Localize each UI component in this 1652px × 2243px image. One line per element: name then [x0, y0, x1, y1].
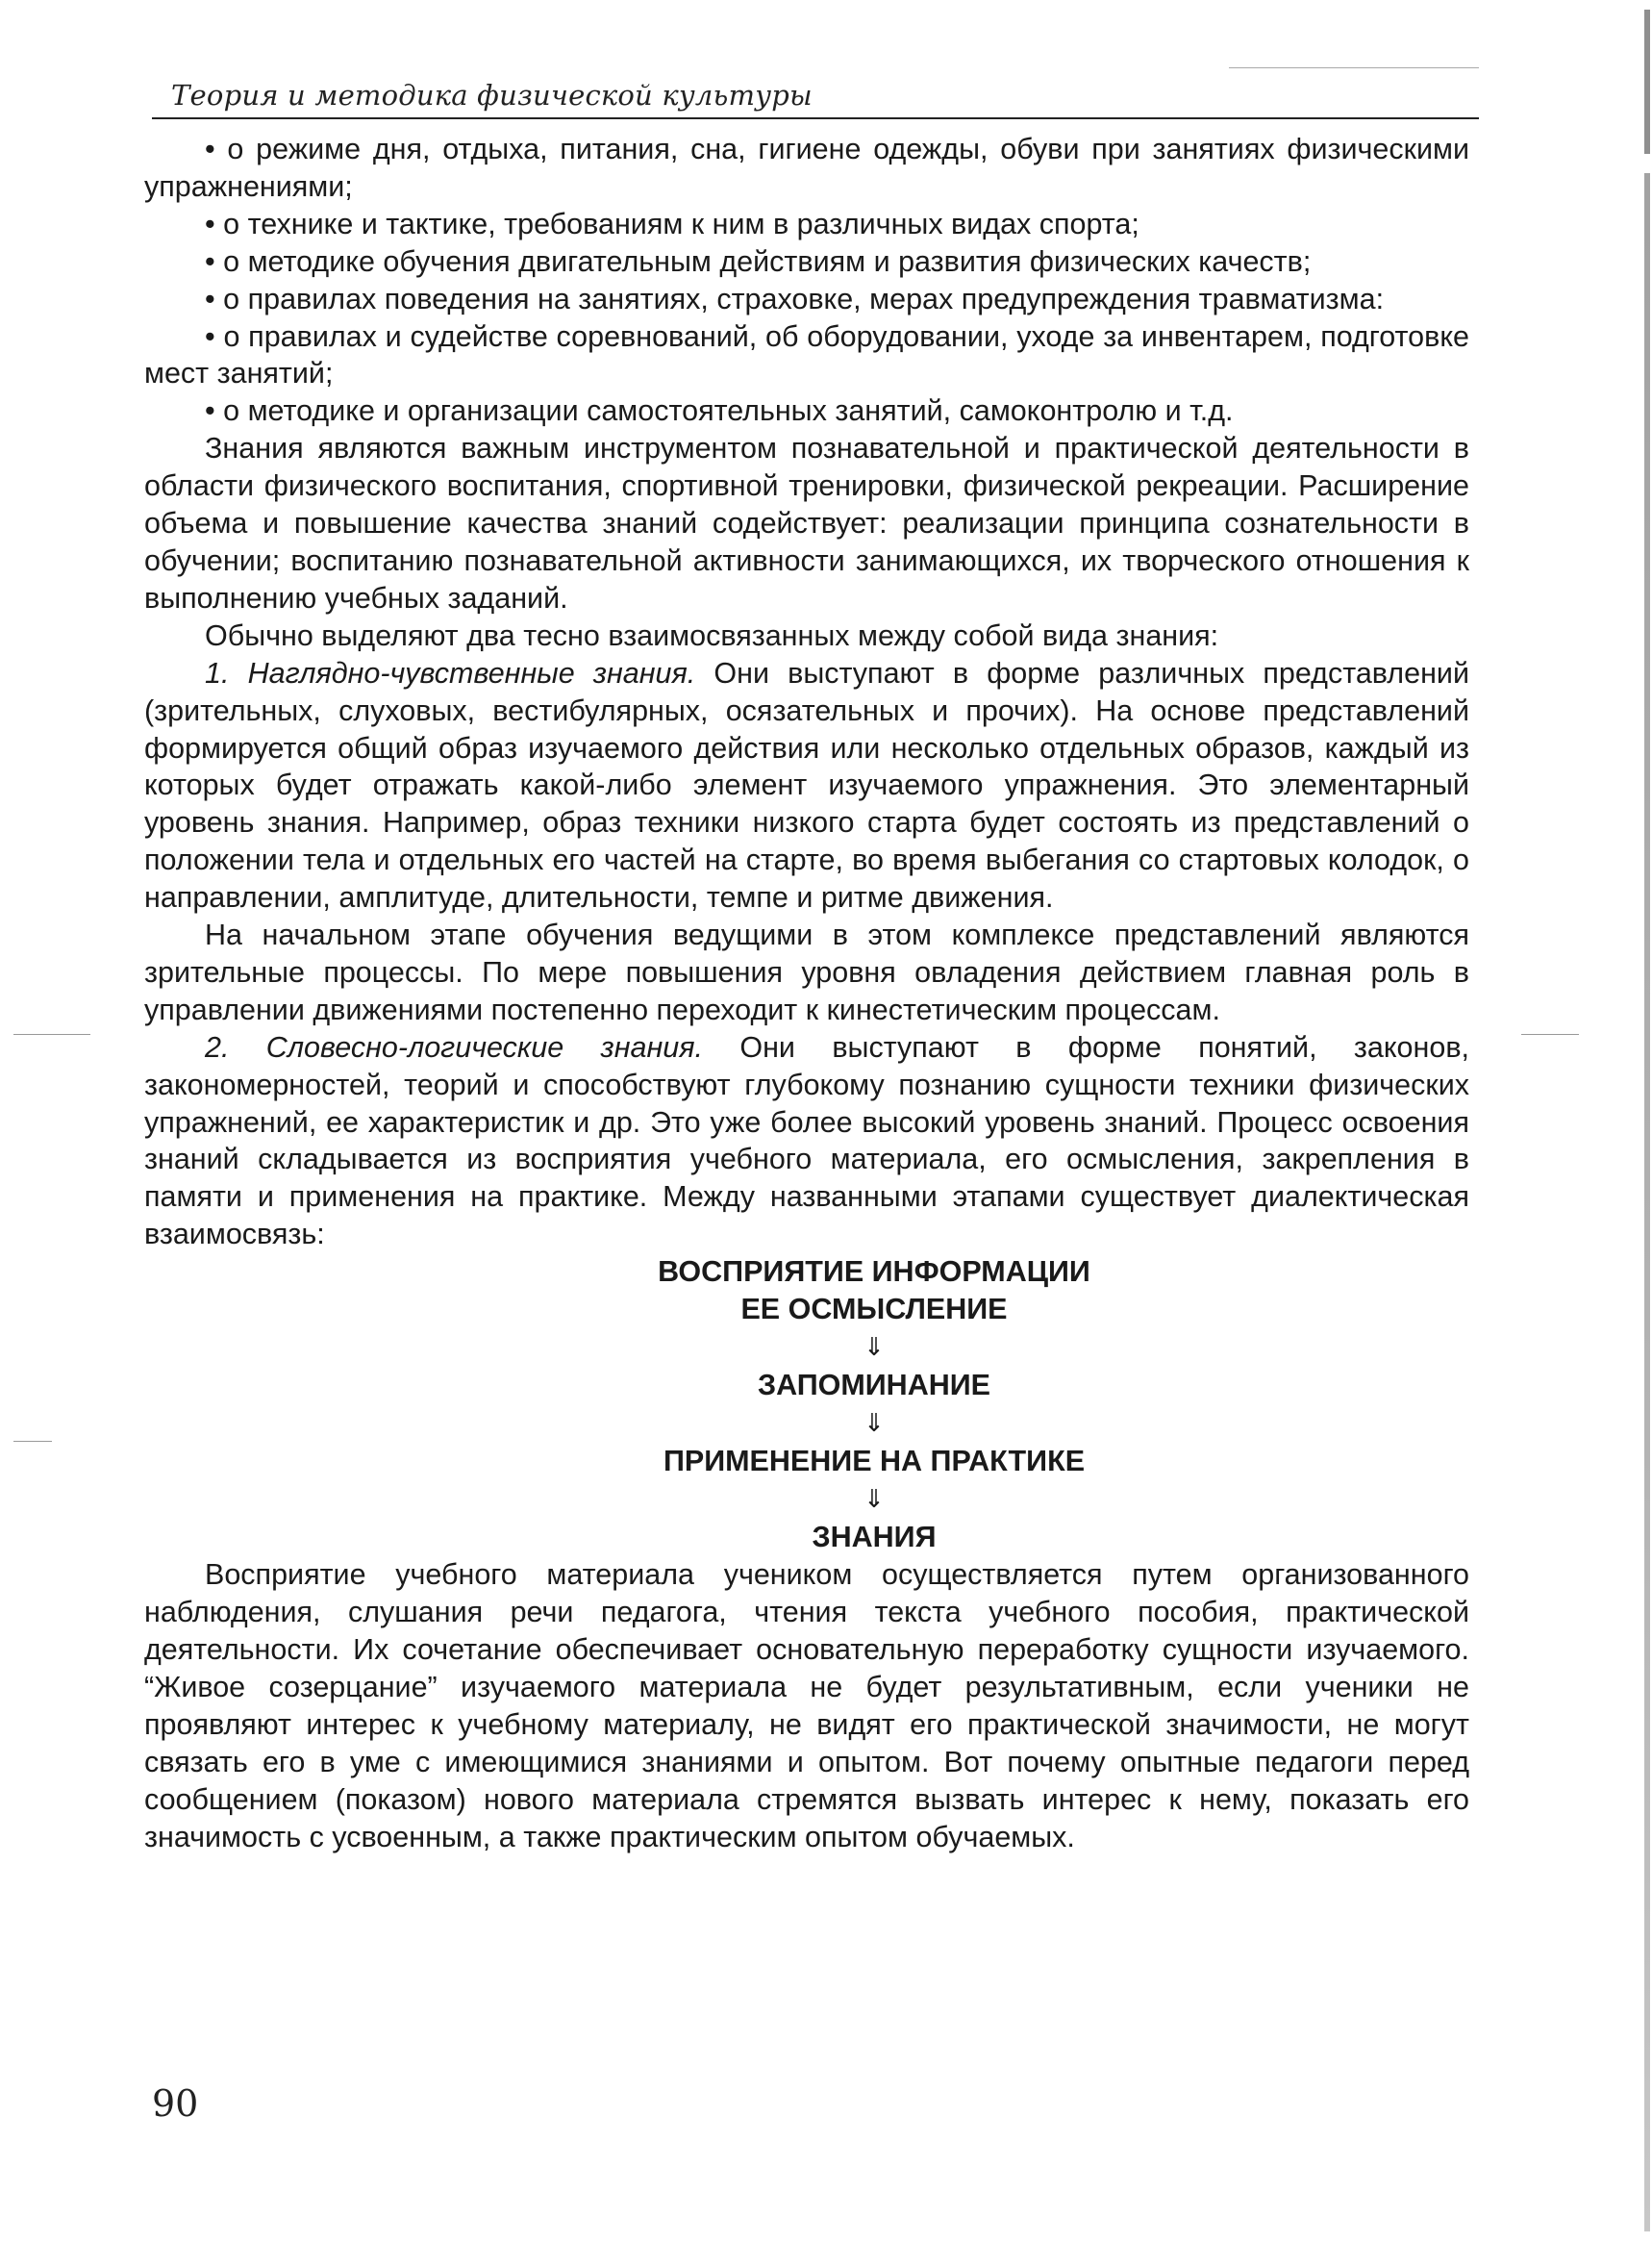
scan-edge	[1644, 10, 1650, 2231]
bullet-item: • о технике и тактике, требованиям к ним в различных видах спорта;	[205, 207, 1139, 240]
paragraph-two-kinds: Обычно выделяют два тесно взаимосвязанных между собой вида знания:	[205, 618, 1219, 652]
scan-mark	[13, 1034, 90, 1035]
paragraph-knowledge-role: Знания являются важным инструментом познавательной и практической деятельности в области физического воспитания, спортивной тренировки, физической рекреации. Расширение объема и повышение качества знаний содействует: реализации принципа сознательности в обучении; воспитанию познавательной активности занимающихся, их творческого отношения к выполнению учебных заданий.	[144, 432, 1469, 615]
visual-knowledge-heading: 1. Наглядно-чувственные знания.	[205, 656, 696, 690]
scheme-step-knowledge: ЗНАНИЯ	[812, 1521, 937, 1554]
knowledge-scheme	[279, 1253, 1469, 1556]
bullet-item: • о методике и организации самостоятельных занятий, самоконтролю и т.д.	[205, 394, 1234, 428]
scheme-step-application: ПРИМЕНЕНИЕ НА ПРАКТИКЕ	[663, 1445, 1086, 1478]
page-number: 90	[152, 2082, 199, 2125]
bullet-item: • о режиме дня, отдыха, питания, сна, гигиене одежды, обуви при занятиях физическими упражнениями;	[144, 133, 1469, 203]
header-scan-line	[1229, 67, 1479, 68]
paragraph-visual-knowledge	[144, 655, 1469, 917]
visual-knowledge-text: Они выступают в форме различных представлений (зрительных, слуховых, вестибулярных, осязательных и прочих). На основе представлений формируется общий образ изучаемого действия или несколько отдельных образов, каждый из которых будет отражать какой-либо элемент изучаемого упражнения. Это элементарный уровень знания. Например, образ техники низкого старта будет состоять из представлений о положении тела и отдельных его частей на старте, во время выбегания со стартовых колодок, о направлении, амплитуде, длительности, темпе и ритме движения.	[144, 656, 1469, 915]
running-title: Теория и методика физической культуры	[171, 79, 813, 112]
verbal-knowledge-text: Они выступают в форме понятий, законов, закономерностей, теорий и способствуют глубокому познанию сущности техники физических упражнений, ее характеристик и др. Это уже более высокий уровень знаний. Процесс освоения знаний складывается из восприятия учебного материала, его осмысления, закрепления в памяти и применения на практике. Между названными этапами существует диалектическая взаимосвязь:	[144, 1030, 1469, 1251]
paragraph-verbal-knowledge	[144, 1029, 1469, 1253]
down-arrow-icon: ⇓	[864, 1409, 885, 1439]
bullet-item: • о правилах поведения на занятиях, страховке, мерах предупреждения травматизма:	[205, 282, 1385, 315]
paragraph-perception: Восприятие учебного материала учеником осуществляется путем организованного наблюдения, слушания речи педагога, чтения текста учебного пособия, практической деятельности. Их сочетание обеспечивает основательную переработку сущности изучаемого. “Живое созерцание” изучаемого материала не будет результативным, если ученики не проявляют интерес к учебному материалу, не видят его практической значимости, не могут связать его в уме с имеющимися знаниями и опытом. Вот почему опытные педагоги перед сообщением (показом) нового материала стремятся вызвать интерес к нему, показать его значимость с усвоенным, а также практическим опытом обучаемых.	[144, 1558, 1469, 1853]
bullet-item: • о правилах и судействе соревнований, об оборудовании, уходе за инвентарем, подготовке мест занятий;	[144, 319, 1469, 391]
page-body	[144, 131, 1469, 1855]
scheme-step-perception: ВОСПРИЯТИЕ ИНФОРМАЦИИ	[658, 1255, 1090, 1289]
scheme-step-comprehension: ЕЕ ОСМЫСЛЕНИЕ	[740, 1293, 1008, 1326]
scheme-step-memorization: ЗАПОМИНАНИЕ	[757, 1369, 991, 1402]
scan-mark	[1521, 1034, 1579, 1035]
down-arrow-icon: ⇓	[864, 1333, 885, 1363]
verbal-knowledge-heading: 2. Словесно-логические знания.	[205, 1030, 703, 1064]
down-arrow-icon: ⇓	[864, 1485, 885, 1515]
scan-mark	[13, 1441, 52, 1442]
bullet-item: • о методике обучения двигательным действиям и развития физических качеств;	[205, 244, 1312, 278]
paragraph-initial-stage: На начальном этапе обучения ведущими в этом комплексе представлений являются зрительные процессы. По мере повышения уровня овладения действием главная роль в управлении движениями постепенно переходит к кинестетическим процессам.	[144, 919, 1469, 1026]
page-header	[152, 62, 1479, 119]
